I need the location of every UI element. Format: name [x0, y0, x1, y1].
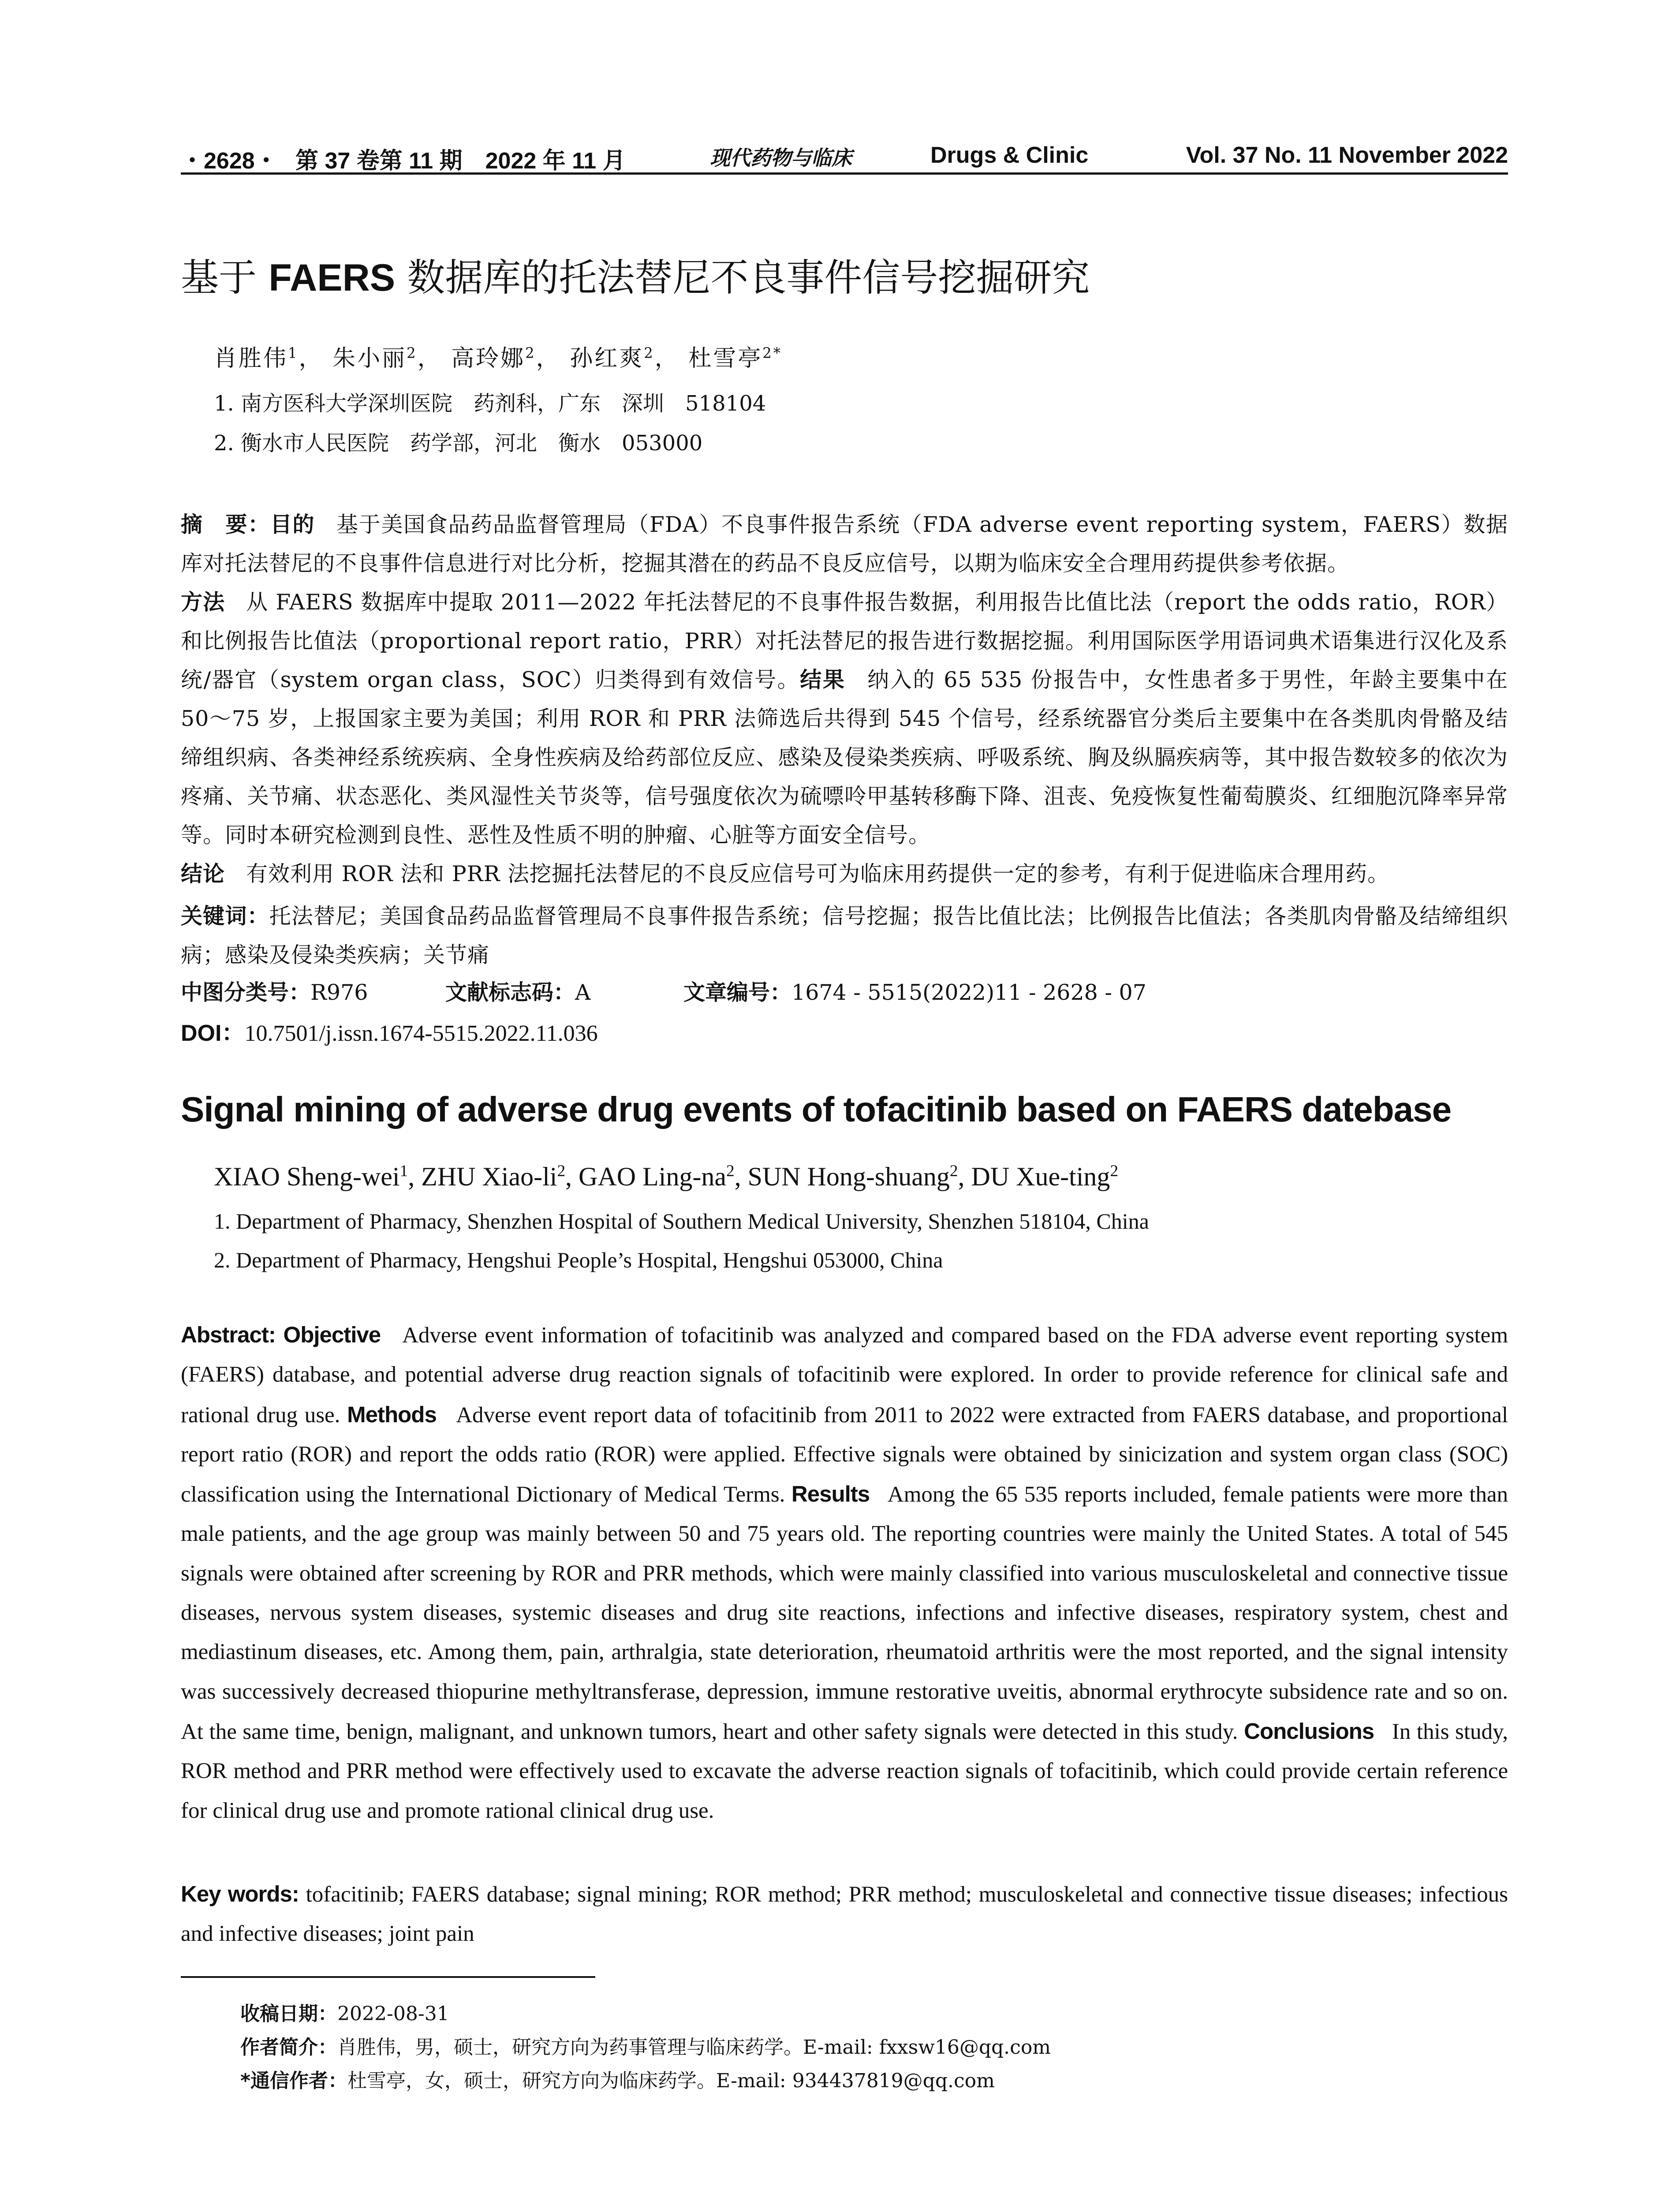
affiliation-cn-1: 1. 南方医科大学深圳医院 药剂科，广东 深圳 518104 — [214, 391, 766, 416]
title-cn-suffix: 数据库的托法替尼不良事件信号挖掘研究 — [407, 256, 1090, 300]
author-cn: 高玲娜 — [451, 345, 526, 372]
author-en: XIAO Sheng-wei — [214, 1162, 400, 1191]
article-title-en: Signal mining of adverse drug events of tofacitinib based on FAERS datebase — [181, 1090, 1452, 1129]
footnote-corresponding — [240, 2065, 995, 2093]
author-en: DU Xue-ting — [971, 1162, 1110, 1191]
author-en-affil: 2 — [949, 1162, 958, 1180]
methods-cn-label: 方法 — [181, 590, 225, 615]
classification-row — [181, 975, 1146, 1006]
results-en-label: Results — [791, 1481, 870, 1507]
running-header — [181, 140, 1508, 175]
author-cn: 孙红爽 — [570, 345, 644, 372]
clc-value: R976 — [310, 980, 368, 1005]
author-en-affil: 2 — [1110, 1162, 1119, 1180]
conclusion-cn-label: 结论 — [181, 861, 225, 886]
doc-code-value: A — [575, 980, 591, 1005]
clc-label: 中图分类号： — [181, 980, 311, 1005]
author-cn-affil: 2* — [762, 344, 782, 362]
corresponding-label: *通信作者： — [240, 2070, 348, 2092]
keywords-cn — [181, 897, 1508, 975]
author-cn-affil: 2 — [644, 344, 655, 362]
doc-code-label: 文献标志码： — [445, 980, 575, 1005]
title-cn-prefix: 基于 — [181, 256, 257, 300]
article-number-value: 1674 - 5515(2022)11 - 2628 - 07 — [791, 980, 1146, 1005]
author-en-affil: 2 — [557, 1162, 566, 1180]
methods-cn: 从 FAERS 数据库中提取 2011—2022 年托法替尼的不良事件报告数据，利用报告比值比法（report the odds ratio，ROR）和比例报告比值法（proportional report ratio，PRR）对托法替尼的报告进行数据挖掘。利用国际医学用语词典术语集进行汉化及系统/器官（system organ class，SOC）归类得到有效信号。 — [181, 590, 1508, 692]
journal-name-cn: 现代药物与临床 — [710, 146, 852, 170]
methods-en: Adverse event report data of tofacitinib from 2011 to 2022 were extracted from FAERS database, and proportional report ratio (ROR) and report the odds ratio (ROR) were applied. Effective signals were obtained by sinicization and system organ class (SOC) classification using the International Dictionary of Medical Terms. — [181, 1402, 1508, 1507]
article-number-label: 文章编号： — [683, 980, 792, 1005]
author-cn: 杜雪亭 — [688, 345, 763, 372]
doi-value[interactable]: 10.7501/j.issn.1674-5515.2022.11.036 — [244, 1021, 598, 1046]
results-cn-label: 结果 — [800, 667, 846, 692]
title-cn-acronym: FAERS — [269, 257, 396, 299]
conclusions-en-label: Conclusions — [1244, 1718, 1374, 1744]
author-cn-affil: 2 — [525, 344, 536, 362]
author-cn-affil: 2 — [407, 344, 418, 362]
abstract-en-label: Abstract: Objective — [181, 1322, 381, 1347]
page-number: ・2628・ — [181, 148, 278, 174]
keywords-cn-label: 关键词： — [181, 904, 269, 929]
affiliation-cn-2: 2. 衡水市人民医院 药学部，河北 衡水 053000 — [214, 431, 703, 456]
author-en-affil: 1 — [399, 1162, 408, 1180]
authors-en: XIAO Sheng-wei$^1$, ZHU Xiao-$li^2$, GAO Ling-$na^2$, SUN Hong-shuang$^2$, DU Xue-ting$^2$ — [214, 1162, 1119, 1191]
keywords-en-label: Key words: — [181, 1881, 299, 1906]
affiliation-en-1: 1. Department of Pharmacy, Shenzhen Hospital of Southern Medical University, Shenzhen 518104, China — [214, 1209, 1149, 1233]
footnote-received — [240, 1998, 449, 2026]
objective-cn-label: 目的 — [270, 512, 315, 537]
keywords-cn-text: 托法替尼；美国食品药品监督管理局不良事件报告系统；信号挖掘；报告比值比法；比例报告比值法；各类肌肉骨骼及结缔组织病；感染及侵染类疾病；关节痛 — [181, 904, 1508, 968]
footnote-divider — [181, 1976, 595, 1978]
affiliation-en-2: 2. Department of Pharmacy, Hengshui People’s Hospital, Hengshui 053000, China — [214, 1248, 943, 1272]
footnote-author — [240, 2031, 1051, 2059]
received-label: 收稿日期： — [240, 2003, 337, 2025]
keywords-en-text: tofacitinib; FAERS database; signal mining; ROR method; PRR method; musculoskeletal and connective tissue diseases; infectious and infective diseases; joint pain — [181, 1882, 1508, 1947]
conclusion-cn: 有效利用 ROR 法和 PRR 法挖掘托法替尼的不良反应信号可为临床用药提供一定的参考，有利于促进临床合理用药。 — [246, 861, 1390, 886]
author-en: GAO Ling-na — [579, 1162, 726, 1191]
results-cn: 纳入的 65 535 份报告中，女性患者多于男性，年龄主要集中在 50～75 岁，上报国家主要为美国；利用 ROR 和 PRR 法筛选后共得到 545 个信号，经系统器官分类后主要集中在各类肌肉骨骼及结缔组织病、各类神经系统疾病、全身性疾病及给药部位反应、感染及侵染类疾病、呼吸系统、胸及纵膈疾病等，其中报告数较多的依次为疼痛、关节痛、状态恶化、类风湿性关节炎等，信号强度依次为硫嘌呤甲基转移酶下降、沮丧、免疫恢复性葡萄膜炎、红细胞沉降率异常等。同时本研究检测到良性、恶性及性质不明的肿瘤、心脏等方面安全信号。 — [181, 667, 1508, 848]
article-title-cn — [181, 247, 1090, 302]
objective-cn: 基于美国食品药品监督管理局（FDA）不良事件报告系统（FDA adverse event reporting system，FAERS）数据库对托法替尼的不良事件信息进行对比分析，挖掘其潜在的药品不良反应信号，以期为临床安全合理用药提供参考依据。 — [181, 512, 1508, 576]
objective-en: Adverse event information of tofacitinib was analyzed and compared based on the FDA adverse event reporting system (FAERS) database, and potential adverse drug reaction signals of tofacitinib were explored. In order to provide reference for clinical safe and rational drug use. — [181, 1323, 1508, 1428]
author-en: SUN Hong-shuang — [747, 1162, 950, 1191]
keywords-en — [181, 1874, 1508, 1954]
volume-en: Vol. 37 No. 11 November 2022 — [1186, 142, 1508, 168]
author-cn: 朱小丽 — [332, 345, 407, 372]
doi-label: DOI： — [181, 1020, 245, 1046]
corresponding-author: 杜雪亭，女，硕士，研究方向为临床药学。E-mail: 934437819@qq.com — [347, 2070, 995, 2092]
abstract-cn-label: 摘 要： — [181, 512, 270, 537]
abstract-cn — [181, 505, 1508, 893]
received-date: 2022-08-31 — [337, 2003, 449, 2025]
author-en-affil: 2 — [726, 1162, 735, 1180]
conclusions-en: In this study, ROR method and PRR method were effectively used to excavate the adverse reaction signals of tofacitinib, which could provide certain reference for clinical drug use and promote rational clinical drug use. — [181, 1719, 1508, 1823]
results-en: Among the 65 535 reports included, female patients were more than male patients, and the age group was mainly between 50 and 75 years old. The reporting countries were mainly the United States. A total of 545 signals were obtained after screening by ROR and PRR methods, which were mainly classified into various musculoskeletal and connective tissue diseases, nervous system diseases, systemic diseases and drug site reactions, infections and infective diseases, respiratory system, chest and mediastinum diseases, etc. Among them, pain, arthralgia, state deterioration, rheumatoid arthritis were the most reported, and the signal intensity was successively decreased thiopurine methyltransferase, depression, immune restorative uveitis, abnormal erythrocyte subsidence rate and so on. At the same time, benign, malignant, and unknown tumors, heart and other safety signals were detected in this study. — [181, 1482, 1508, 1744]
doi-row — [181, 1014, 598, 1047]
author-bio: 肖胜伟，男，硕士，研究方向为药事管理与临床药学。E-mail: fxxsw16@qq.com — [337, 2036, 1051, 2059]
author-bio-label: 作者简介： — [240, 2036, 337, 2059]
issue-cn: 第 37 卷第 11 期 2022 年 11 月 — [295, 148, 626, 174]
author-en: ZHU Xiao-li — [421, 1162, 557, 1191]
authors-cn: 肖胜伟$^1$， 朱小丽$^2$， 高玲娜$^2$， 孙红爽$^2$， 杜雪亭$^{2*}$ — [214, 344, 782, 372]
author-cn: 肖胜伟 — [214, 345, 288, 372]
journal-name-en: Drugs & Clinic — [930, 142, 1089, 168]
author-cn-affil: 1 — [288, 344, 299, 362]
abstract-en — [181, 1315, 1508, 1831]
methods-en-label: Methods — [347, 1401, 437, 1427]
